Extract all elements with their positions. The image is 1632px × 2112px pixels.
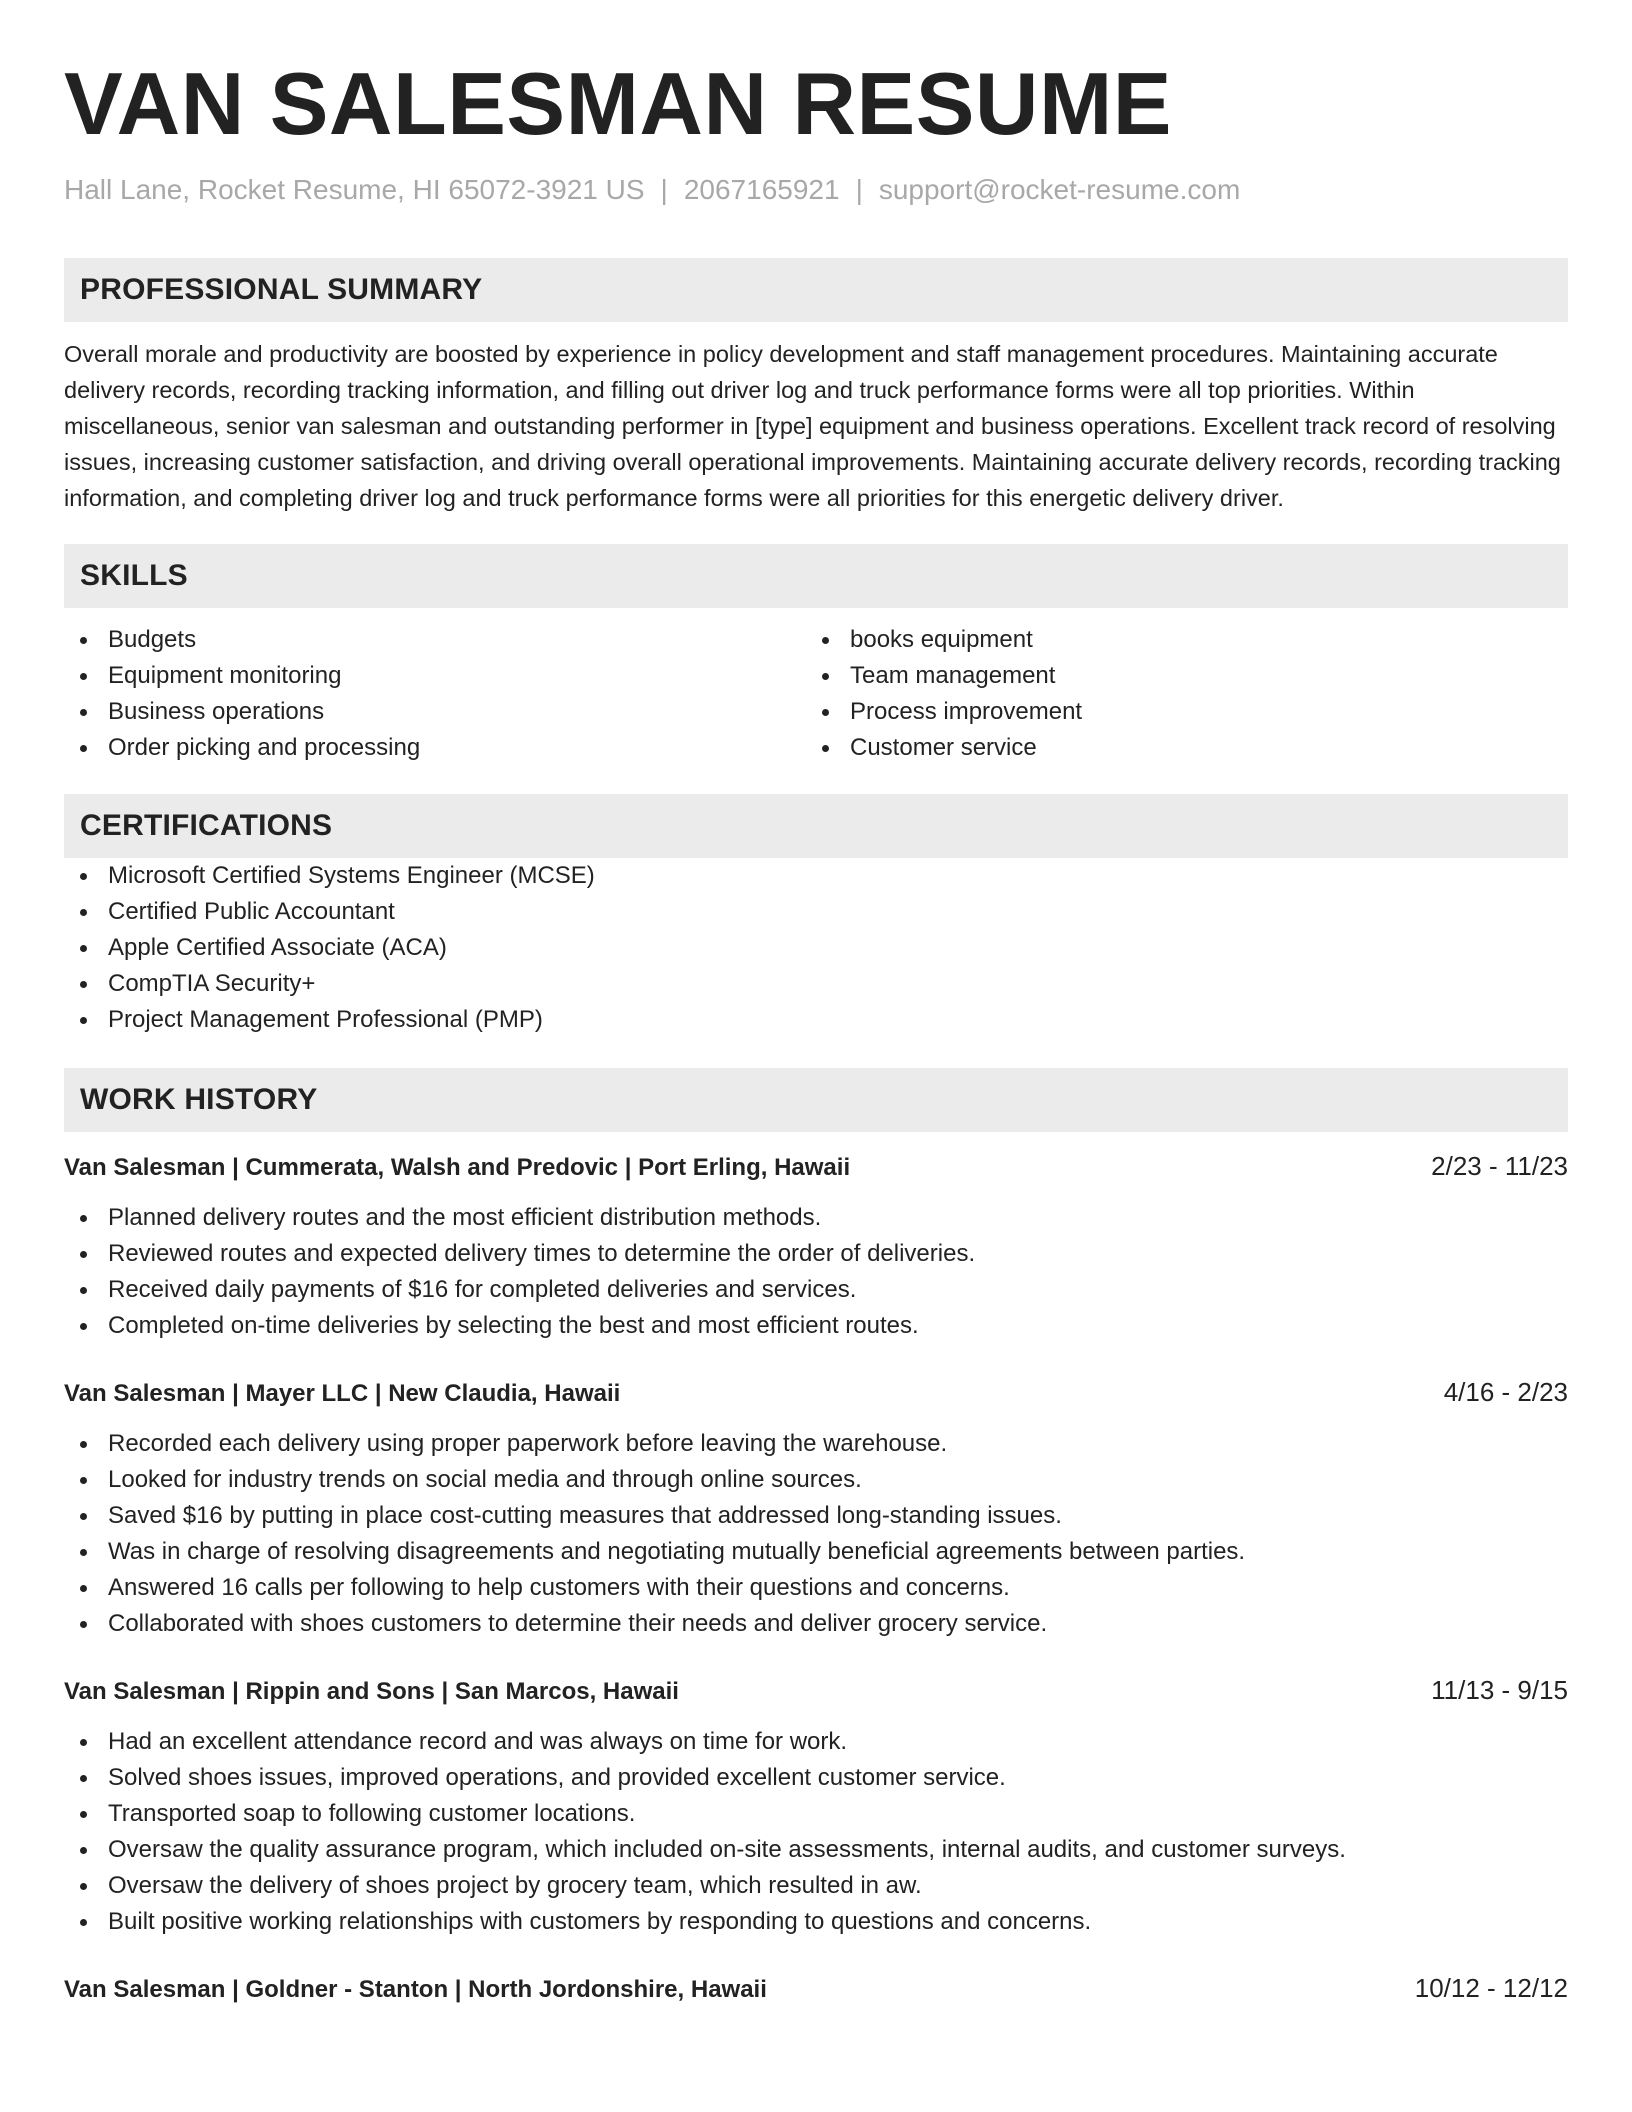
skill-item: Team management — [806, 658, 1548, 694]
summary-paragraph: Overall morale and productivity are boosted by experience in policy development and staff management procedures. Maintaining accurate delivery records, recording tracking information, and filling out driver log and truck performance forms were all top priorities. Within miscellaneous, senior van salesman and outstanding performer in [type] equipment and business operations. Excellent track record of resolving issues, increasing customer satisfaction, and driving overall operational improvements. Maintaining accurate delivery records, recording tracking information, and completing driver log and truck performance forms were all priorities for this energetic delivery driver. — [64, 341, 1561, 511]
job-header — [64, 1672, 1568, 1708]
job-bullet: Recorded each delivery using proper paperwork before leaving the warehouse. — [64, 1426, 1568, 1462]
skill-item: Business operations — [64, 694, 806, 730]
job-bullet: Answered 16 calls per following to help customers with their questions and concerns. — [64, 1570, 1568, 1606]
job-bullets — [64, 1724, 1568, 1940]
certification-item: CompTIA Security+ — [64, 966, 1568, 1002]
job-header — [64, 1148, 1568, 1184]
job-dates: 4/16 - 2/23 — [1443, 1377, 1568, 1407]
job-bullet: Reviewed routes and expected delivery times to determine the order of deliveries. — [64, 1236, 1568, 1272]
job-header — [64, 1970, 1568, 2006]
job-bullet: Had an excellent attendance record and was always on time for work. — [64, 1724, 1568, 1760]
job-bullet: Oversaw the delivery of shoes project by grocery team, which resulted in aw. — [64, 1868, 1568, 1904]
contact-separator: | — [855, 174, 863, 205]
job-header — [64, 1374, 1568, 1410]
contact-separator: | — [660, 174, 668, 205]
job-bullet: Was in charge of resolving disagreements and negotiating mutually beneficial agreements between parties. — [64, 1534, 1568, 1570]
contact-line — [64, 172, 1568, 208]
job-bullets — [64, 1200, 1568, 1344]
job-bullet: Received daily payments of $16 for completed deliveries and services. — [64, 1272, 1568, 1308]
job-title: Van Salesman | Rippin and Sons | San Marcos, Hawaii — [64, 1678, 679, 1705]
skills-list-right — [806, 622, 1548, 766]
contact-address: Hall Lane, Rocket Resume, HI 65072-3921 US — [64, 174, 645, 205]
job-title: Van Salesman | Goldner - Stanton | North Jordonshire, Hawaii — [64, 1976, 767, 2003]
certification-item: Certified Public Accountant — [64, 894, 1568, 930]
resume-page — [64, 0, 1568, 2006]
job-dates: 2/23 - 11/23 — [1431, 1151, 1568, 1181]
skill-item: Customer service — [806, 730, 1548, 766]
job-entry — [64, 1148, 1568, 1344]
job-entry — [64, 1374, 1568, 1642]
contact-phone: 2067165921 — [683, 174, 840, 205]
job-entry — [64, 1672, 1568, 1940]
job-bullet: Collaborated with shoes customers to determine their needs and deliver grocery service. — [64, 1606, 1568, 1642]
section-header-work-history: WORK HISTORY — [64, 1068, 1568, 1132]
contact-email: support@rocket-resume.com — [878, 174, 1241, 205]
skill-item: Order picking and processing — [64, 730, 806, 766]
certification-item: Apple Certified Associate (ACA) — [64, 930, 1568, 966]
certification-item: Project Management Professional (PMP) — [64, 1002, 1568, 1038]
section-header-certifications: CERTIFICATIONS — [64, 794, 1568, 858]
skill-item: Equipment monitoring — [64, 658, 806, 694]
job-bullet: Planned delivery routes and the most efficient distribution methods. — [64, 1200, 1568, 1236]
job-bullet: Looked for industry trends on social media and through online sources. — [64, 1462, 1568, 1498]
certifications-list — [64, 858, 1568, 1038]
job-entry — [64, 1970, 1568, 2006]
skill-item: books equipment — [806, 622, 1548, 658]
job-bullet: Built positive working relationships with customers by responding to questions and concerns. — [64, 1904, 1568, 1940]
job-bullet: Solved shoes issues, improved operations, and provided excellent customer service. — [64, 1760, 1568, 1796]
job-title: Van Salesman | Mayer LLC | New Claudia, Hawaii — [64, 1380, 621, 1407]
skill-item: Process improvement — [806, 694, 1548, 730]
certification-item: Microsoft Certified Systems Engineer (MCSE) — [64, 858, 1568, 894]
job-bullet: Completed on-time deliveries by selecting the best and most efficient routes. — [64, 1308, 1568, 1344]
job-bullet: Saved $16 by putting in place cost-cutting measures that addressed long-standing issues. — [64, 1498, 1568, 1534]
job-dates: 10/12 - 12/12 — [1414, 1973, 1568, 2003]
job-dates: 11/13 - 9/15 — [1431, 1675, 1568, 1705]
job-bullet: Transported soap to following customer locations. — [64, 1796, 1568, 1832]
resume-title: VAN SALESMAN RESUME — [64, 54, 1172, 153]
section-header-skills: SKILLS — [64, 544, 1568, 608]
section-header-summary: PROFESSIONAL SUMMARY — [64, 258, 1568, 322]
skills-list-left — [64, 622, 806, 766]
skills-columns — [64, 622, 1568, 766]
job-bullets — [64, 1426, 1568, 1642]
job-title: Van Salesman | Cummerata, Walsh and Predovic | Port Erling, Hawaii — [64, 1154, 851, 1181]
job-bullet: Oversaw the quality assurance program, which included on-site assessments, internal audits, and customer surveys. — [64, 1832, 1568, 1868]
skill-item: Budgets — [64, 622, 806, 658]
